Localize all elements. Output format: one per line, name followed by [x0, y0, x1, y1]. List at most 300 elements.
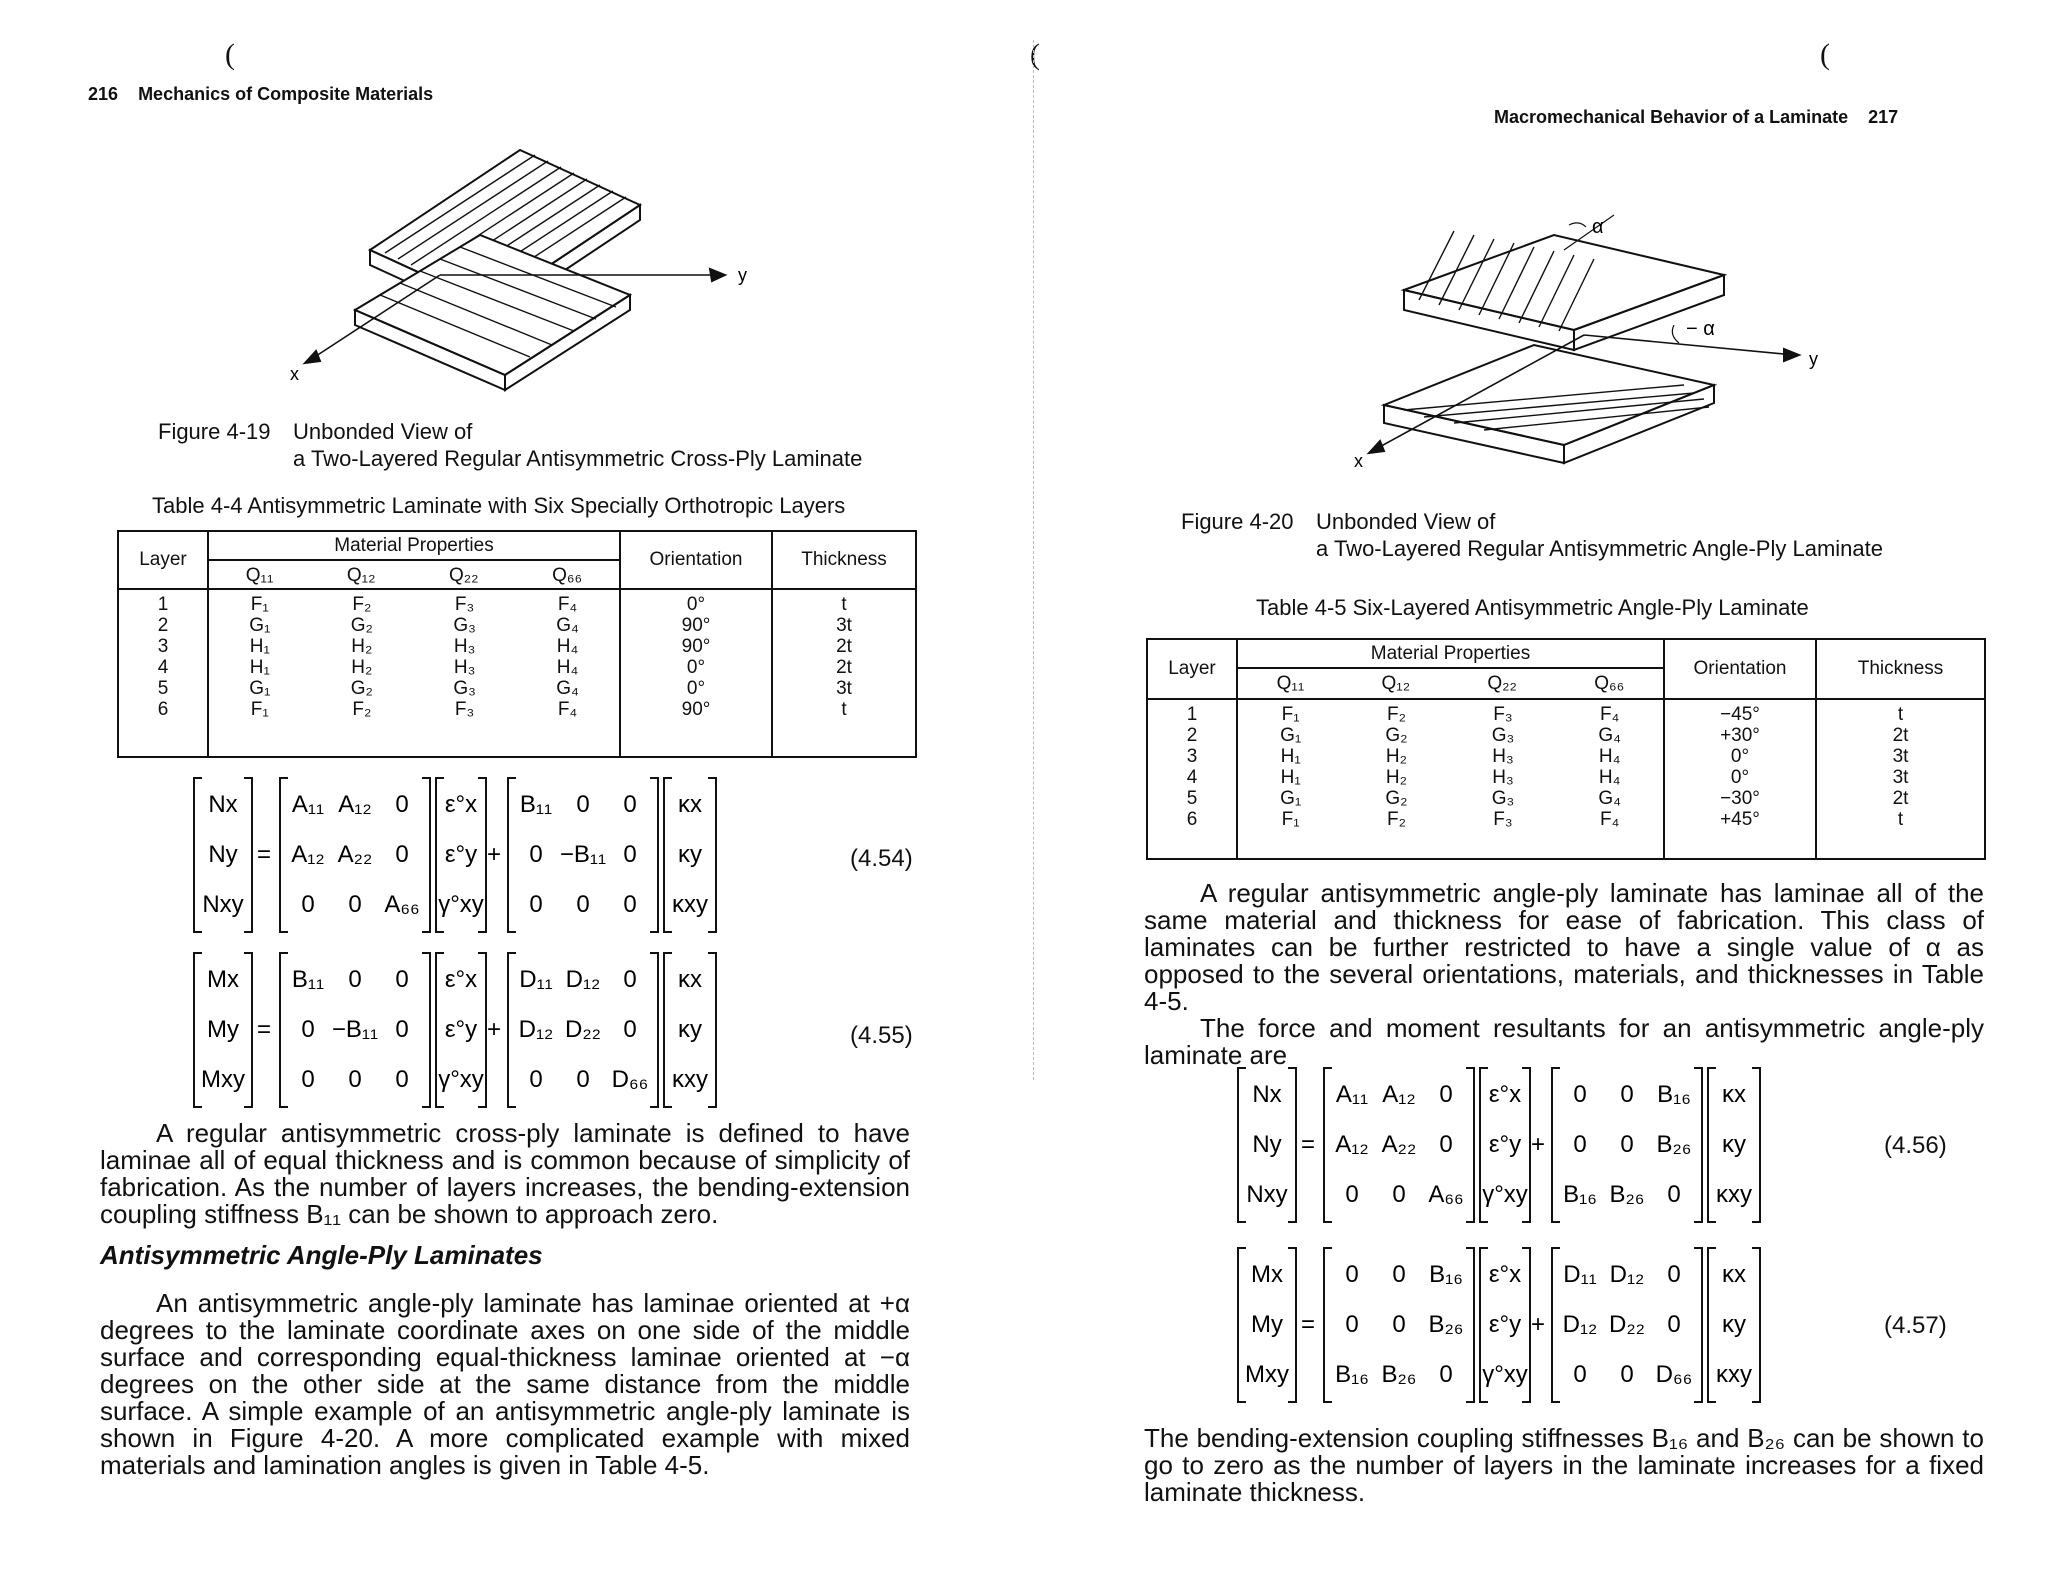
- section-heading: Antisymmetric Angle-Ply Laminates: [100, 1240, 543, 1270]
- matrix-bracket: [1466, 1248, 1474, 1402]
- margin-mark: (: [1030, 38, 1040, 71]
- caption-line: Unbonded View of: [293, 419, 473, 444]
- matrix-bracket: [664, 953, 672, 1107]
- table-cell: F₂: [1386, 704, 1406, 725]
- matrix-bracket: [650, 953, 658, 1107]
- vector-entry: Ny: [208, 841, 238, 868]
- subheader-q11: Q₁₁: [245, 565, 274, 586]
- matrix-bracket: [422, 778, 430, 932]
- vector-entry: Mxy: [1245, 1361, 1289, 1388]
- table-cell: 2t: [1892, 725, 1909, 746]
- matrix-bracket: [1288, 1068, 1296, 1222]
- table-cell: 2t: [1892, 788, 1909, 809]
- matrix-bracket: [1466, 1068, 1474, 1222]
- matrix-entry: 0: [348, 891, 362, 918]
- matrix-entry: 0: [395, 841, 409, 868]
- matrix-entry: 0: [576, 791, 590, 818]
- table-cell: F₁: [1281, 809, 1300, 830]
- matrix-entry: A₂₂: [337, 841, 373, 868]
- table-cell: −45°: [1720, 704, 1760, 725]
- table-header-orientation: Orientation: [620, 531, 772, 589]
- table-cell: 5: [157, 678, 169, 699]
- vector-entry: κxy: [672, 1066, 708, 1093]
- vector-entry: κxy: [1716, 1181, 1752, 1208]
- equals-sign: =: [1300, 1131, 1316, 1158]
- material-columns: [208, 589, 620, 757]
- table-cell: G₃: [453, 615, 476, 636]
- matrix-bracket: [650, 778, 658, 932]
- matrix-bracket: [1752, 1248, 1760, 1402]
- matrix-entry: B₁₆: [1563, 1181, 1597, 1208]
- table-cell: t: [841, 594, 847, 615]
- table-cell: 2t: [836, 657, 852, 678]
- matrix-entry: 0: [301, 1016, 315, 1043]
- table-title: Table 4-5 Six-Layered Antisymmetric Angle-Ply Laminate: [1256, 595, 1809, 620]
- caption-line: Unbonded View of: [1316, 509, 1496, 534]
- matrix-entry: 0: [1345, 1181, 1359, 1208]
- matrix-entry: B₁₆: [1657, 1081, 1691, 1108]
- table-cell: G₂: [1385, 725, 1408, 746]
- table-cell: H₄: [556, 657, 579, 678]
- table-cell: 3t: [836, 615, 852, 636]
- angle-label: − α: [1686, 318, 1715, 340]
- vector-entry: ε°x: [1488, 1261, 1522, 1288]
- matrix-bracket: [1708, 1068, 1716, 1222]
- table-cell: G₄: [1598, 788, 1621, 809]
- matrix-bracket: [1552, 1248, 1560, 1402]
- equals-sign: =: [256, 1016, 272, 1043]
- running-head-title: Mechanics of Composite Materials: [138, 84, 434, 104]
- table-cell: F₁: [250, 594, 269, 615]
- vector-entry: γ°xy: [438, 891, 484, 918]
- table-cell: H₁: [249, 657, 270, 678]
- matrix-entry: −B₁₁: [331, 1016, 379, 1043]
- vector-entry: ε°y: [1488, 1311, 1522, 1338]
- matrix-bracket: [280, 953, 288, 1107]
- running-head-title: Macromechanical Behavior of a Laminate: [1494, 107, 1849, 127]
- table-cell: 3t: [1892, 746, 1909, 767]
- vector-entry: ε°y: [444, 1016, 478, 1043]
- vector-entry: ε°x: [444, 966, 478, 993]
- vector-entry: γ°xy: [1482, 1361, 1528, 1388]
- table-cell: 1: [157, 594, 169, 615]
- vector-entry: My: [207, 1016, 239, 1043]
- paragraph: [100, 1120, 910, 1228]
- matrix-entry: 0: [1392, 1181, 1406, 1208]
- margin-mark: (: [225, 38, 235, 71]
- matrix-entry: A₁₂: [338, 791, 372, 818]
- vector-entry: Mx: [207, 966, 239, 993]
- table-cell: 6: [1186, 809, 1198, 830]
- matrix-bracket: [194, 778, 202, 932]
- paragraph-text: The bending-extension coupling stiffnesses B₁₆ and B₂₆ can be shown to go to zero as the number of layers in the laminate increases for a fixed laminate thickness.: [1144, 1423, 1984, 1507]
- subheader-q66: Q₆₆: [1594, 673, 1625, 694]
- equation-4-54: [190, 770, 790, 940]
- equals-sign: =: [256, 841, 272, 868]
- table-header-material: [208, 531, 620, 589]
- table-cell: G₂: [350, 678, 373, 699]
- matrix-entry: 0: [1392, 1261, 1406, 1288]
- matrix-entry: B₁₁: [291, 966, 325, 993]
- table-cell: 1: [1186, 704, 1198, 725]
- table-cell: 0°: [1730, 746, 1750, 767]
- table-header-layer: Layer: [118, 531, 208, 589]
- matrix-entry: A₆₆: [1428, 1181, 1464, 1208]
- matrix-entry: 0: [1667, 1311, 1681, 1338]
- matrix-entry: 0: [395, 1016, 409, 1043]
- table-cell: G₄: [1598, 725, 1621, 746]
- table-4-4: [117, 530, 917, 758]
- page-number: 216: [88, 84, 119, 104]
- table-cell: F₄: [1599, 809, 1620, 830]
- matrix-entry: D₆₆: [1655, 1361, 1693, 1388]
- table-cell: −30°: [1720, 788, 1760, 809]
- equation-4-56: [1234, 1060, 1854, 1230]
- orientation-column: [620, 589, 772, 757]
- page-number: 217: [1868, 107, 1899, 127]
- plus-sign: +: [486, 1016, 502, 1043]
- table-cell: 2: [1186, 725, 1198, 746]
- matrix-bracket: [1288, 1248, 1296, 1402]
- table-cell: +30°: [1720, 725, 1760, 746]
- table-cell: H₂: [351, 657, 373, 678]
- matrix-entry: 0: [1620, 1361, 1634, 1388]
- table-cell: H₁: [1280, 767, 1301, 788]
- table-cell: F₄: [557, 594, 578, 615]
- matrix-entry: A₁₁: [291, 791, 325, 818]
- matrix-entry: D₁₂: [1562, 1311, 1598, 1338]
- table-cell: F₁: [250, 699, 269, 720]
- orientation-column: [1664, 699, 1816, 859]
- table-cell: G₁: [249, 678, 271, 699]
- matrix-entry: A₁₁: [1335, 1081, 1369, 1108]
- table-cell: 0°: [686, 594, 706, 615]
- table-header-thickness: Thickness: [1816, 639, 1985, 699]
- matrix-entry: −B₁₁: [559, 841, 607, 868]
- table-cell: H₃: [453, 657, 476, 678]
- matrix-entry: D₁₂: [518, 1016, 554, 1043]
- table-cell: F₃: [454, 594, 475, 615]
- table-cell: G₁: [249, 615, 271, 636]
- table-header-material: [1237, 639, 1664, 699]
- matrix-bracket: [508, 778, 516, 932]
- matrix-entry: 0: [623, 1016, 637, 1043]
- vector-entry: γ°xy: [438, 1066, 484, 1093]
- matrix-entry: D₂₂: [1609, 1311, 1645, 1338]
- vector-entry: κxy: [1716, 1361, 1752, 1388]
- table-cell: G₄: [556, 615, 579, 636]
- vector-entry: κxy: [672, 891, 708, 918]
- vector-entry: ε°y: [1488, 1131, 1522, 1158]
- equation-number: (4.56): [1884, 1132, 1947, 1159]
- table-cell: F₃: [1493, 809, 1513, 830]
- matrix-entry: B₂₆: [1656, 1131, 1692, 1158]
- matrix-entry: B₁₆: [1335, 1361, 1369, 1388]
- matrix-entry: 0: [576, 1066, 590, 1093]
- equation-4-57: [1234, 1240, 1854, 1410]
- equation-4-55: [190, 945, 790, 1115]
- figure-label: Figure 4-19: [158, 419, 271, 444]
- table-cell: 6: [157, 699, 169, 720]
- table-cell: H₄: [1598, 767, 1621, 788]
- matrix-entry: B₂₆: [1609, 1181, 1645, 1208]
- matrix-entry: 0: [1439, 1131, 1453, 1158]
- matrix-entry: D₆₆: [611, 1066, 649, 1093]
- matrix-entry: 0: [395, 1066, 409, 1093]
- table-cell: 4: [157, 657, 169, 678]
- vector-entry: γ°xy: [1482, 1181, 1528, 1208]
- matrix-entry: 0: [1573, 1081, 1587, 1108]
- matrix-bracket: [1552, 1068, 1560, 1222]
- axis-y-label: y: [1809, 349, 1818, 369]
- matrix-bracket: [708, 778, 716, 932]
- paragraph: [1144, 1425, 1984, 1506]
- matrix-bracket: [244, 778, 252, 932]
- matrix-entry: 0: [395, 791, 409, 818]
- matrix-entry: 0: [1345, 1261, 1359, 1288]
- paragraph-text: The force and moment resultants for an antisymmetric angle-ply laminate are: [1144, 1013, 1984, 1070]
- vector-entry: Nx: [1252, 1081, 1282, 1108]
- table-cell: G₃: [453, 678, 476, 699]
- matrix-entry: 0: [1345, 1311, 1359, 1338]
- layer-column: [118, 589, 208, 757]
- matrix-entry: 0: [529, 891, 543, 918]
- running-head: [88, 84, 433, 105]
- table-cell: 0°: [686, 657, 706, 678]
- paragraph-text: A regular antisymmetric cross-ply laminate is defined to have laminae all of equal thickness and is common because of simplicity of fabrication. As the number of layers increases, the bending-extension coupling stiffness B₁₁ can be shown to approach zero.: [100, 1118, 910, 1229]
- table-cell: F₂: [1386, 809, 1406, 830]
- table-cell: F₂: [352, 594, 372, 615]
- table-cell: H₁: [249, 636, 270, 657]
- matrix-entry: 0: [576, 891, 590, 918]
- vector-entry: Nxy: [1246, 1181, 1288, 1208]
- matrix-entry: 0: [529, 841, 543, 868]
- figure-caption: [158, 418, 862, 472]
- matrix-entry: 0: [1439, 1081, 1453, 1108]
- thickness-column: [772, 589, 916, 757]
- table-cell: 0°: [1730, 767, 1750, 788]
- matrix-bracket: [1752, 1068, 1760, 1222]
- figure-caption: [1181, 508, 1883, 562]
- table-cell: H₂: [351, 636, 373, 657]
- matrix-entry: A₁₂: [291, 841, 325, 868]
- vector-entry: κy: [1722, 1311, 1746, 1338]
- vector-entry: ε°x: [444, 791, 478, 818]
- running-head: [1494, 107, 1898, 128]
- matrix-entry: 0: [395, 966, 409, 993]
- vector-entry: Mxy: [201, 1066, 245, 1093]
- layer-column: [1147, 699, 1237, 859]
- equation-number: (4.55): [850, 1022, 913, 1049]
- table-cell: +45°: [1720, 809, 1760, 830]
- table-header-layer: Layer: [1147, 639, 1237, 699]
- table-cell: H₄: [556, 636, 579, 657]
- matrix-entry: B₁₆: [1429, 1261, 1463, 1288]
- vector-entry: Mx: [1251, 1261, 1283, 1288]
- matrix-entry: 0: [1620, 1131, 1634, 1158]
- subheader-q22: Q₂₂: [1487, 673, 1517, 694]
- table-cell: 3t: [836, 678, 852, 699]
- vector-entry: Nx: [208, 791, 238, 818]
- table-cell: F₃: [454, 699, 475, 720]
- right-page: [1024, 0, 2048, 1582]
- table-cell: G₄: [556, 678, 579, 699]
- table-cell: 0°: [686, 678, 706, 699]
- matrix-bracket: [244, 953, 252, 1107]
- table-header-orientation: Orientation: [1664, 639, 1816, 699]
- matrix-bracket: [664, 778, 672, 932]
- table-header-thickness: Thickness: [772, 531, 916, 589]
- matrix-bracket: [508, 953, 516, 1107]
- matrix-entry: 0: [623, 841, 637, 868]
- equation-number: (4.54): [850, 845, 913, 872]
- subheader-q22: Q₂₂: [449, 565, 479, 586]
- margin-mark: (: [1820, 38, 1830, 71]
- matrix-entry: 0: [1667, 1261, 1681, 1288]
- table-cell: F₄: [557, 699, 578, 720]
- vector-entry: κx: [678, 791, 702, 818]
- subheader-q11: Q₁₁: [1276, 673, 1305, 694]
- table-cell: 3: [157, 636, 169, 657]
- matrix-entry: A₁₂: [1335, 1131, 1369, 1158]
- subheader-q12: Q₁₂: [1381, 673, 1411, 694]
- matrix-entry: D₁₁: [1563, 1261, 1597, 1288]
- matrix-entry: 0: [301, 891, 315, 918]
- table-cell: G₁: [1280, 788, 1302, 809]
- vector-entry: κy: [1722, 1131, 1746, 1158]
- material-columns: [1237, 699, 1664, 859]
- matrix-bracket: [1708, 1248, 1716, 1402]
- matrix-bracket: [1694, 1248, 1702, 1402]
- matrix-entry: 0: [301, 1066, 315, 1093]
- vector-entry: ε°y: [444, 841, 478, 868]
- table-cell: 2t: [836, 636, 852, 657]
- matrix-bracket: [708, 953, 716, 1107]
- matrix-entry: B₁₁: [519, 791, 553, 818]
- matrix-entry: 0: [529, 1066, 543, 1093]
- table-cell: G₃: [1491, 725, 1515, 746]
- table-4-5: [1146, 638, 1986, 860]
- vector-entry: κy: [678, 841, 702, 868]
- paragraph: [100, 1290, 910, 1479]
- figure-label: Figure 4-20: [1181, 509, 1294, 534]
- table-cell: t: [1897, 809, 1904, 830]
- material-label: Material Properties: [334, 535, 494, 556]
- matrix-entry: 0: [1573, 1131, 1587, 1158]
- vector-entry: ε°x: [1488, 1081, 1522, 1108]
- vector-entry: κx: [1722, 1261, 1746, 1288]
- matrix-entry: 0: [1667, 1181, 1681, 1208]
- matrix-entry: B₂₆: [1381, 1361, 1417, 1388]
- table-cell: F₃: [1493, 704, 1513, 725]
- table-title: Table 4-4 Antisymmetric Laminate with Six Specially Orthotropic Layers: [152, 493, 846, 518]
- matrix-entry: A₆₆: [384, 891, 420, 918]
- table-cell: G₂: [1385, 788, 1408, 809]
- table-cell: H₃: [453, 636, 476, 657]
- table-cell: 4: [1186, 767, 1198, 788]
- table-cell: 3t: [1892, 767, 1909, 788]
- table-cell: 5: [1186, 788, 1198, 809]
- table-cell: 90°: [681, 615, 711, 636]
- thickness-column: [1816, 699, 1985, 859]
- table-cell: H₂: [1385, 767, 1408, 788]
- table-cell: t: [1897, 704, 1904, 725]
- axis-x-label: x: [290, 364, 299, 384]
- table-cell: H₂: [1385, 746, 1408, 767]
- vector-entry: My: [1251, 1311, 1283, 1338]
- table-cell: t: [841, 699, 847, 720]
- vector-entry: κx: [678, 966, 702, 993]
- matrix-entry: 0: [1573, 1361, 1587, 1388]
- subheader-q12: Q₁₂: [346, 565, 376, 586]
- matrix-bracket: [1324, 1248, 1332, 1402]
- matrix-entry: 0: [623, 891, 637, 918]
- vector-entry: Nxy: [202, 891, 244, 918]
- matrix-entry: B₂₆: [1428, 1311, 1464, 1338]
- plus-sign: +: [1530, 1311, 1546, 1338]
- table-cell: G₂: [350, 615, 373, 636]
- figure-4-20: [1324, 195, 1824, 475]
- table-cell: F₂: [352, 699, 372, 720]
- matrix-entry: 0: [623, 791, 637, 818]
- matrix-bracket: [1324, 1068, 1332, 1222]
- table-cell: F₄: [1599, 704, 1620, 725]
- subheader-q66: Q₆₆: [552, 565, 583, 586]
- table-cell: H₄: [1598, 746, 1621, 767]
- matrix-entry: 0: [348, 966, 362, 993]
- matrix-entry: D₁₂: [565, 966, 601, 993]
- table-cell: H₃: [1492, 746, 1514, 767]
- table-cell: 90°: [681, 699, 711, 720]
- material-label: Material Properties: [1370, 643, 1531, 664]
- axis-y-label: y: [738, 265, 747, 285]
- table-cell: 2: [157, 615, 169, 636]
- equals-sign: =: [1300, 1311, 1316, 1338]
- matrix-entry: A₂₂: [1381, 1131, 1417, 1158]
- table-cell: G₁: [1280, 725, 1302, 746]
- matrix-entry: 0: [348, 1066, 362, 1093]
- matrix-entry: D₂₂: [565, 1016, 601, 1043]
- matrix-bracket: [1694, 1068, 1702, 1222]
- plus-sign: +: [486, 841, 502, 868]
- vector-entry: κx: [1722, 1081, 1746, 1108]
- caption-line: a Two-Layered Regular Antisymmetric Angle-Ply Laminate: [1316, 536, 1883, 561]
- figure-4-19: [280, 135, 760, 395]
- table-cell: 90°: [681, 636, 711, 657]
- matrix-entry: D₁₂: [1609, 1261, 1645, 1288]
- matrix-entry: 0: [1439, 1361, 1453, 1388]
- table-cell: F₁: [1281, 704, 1300, 725]
- matrix-entry: 0: [1392, 1311, 1406, 1338]
- table-cell: H₁: [1280, 746, 1301, 767]
- table-cell: G₃: [1491, 788, 1515, 809]
- matrix-bracket: [280, 778, 288, 932]
- matrix-bracket: [422, 953, 430, 1107]
- matrix-entry: D₁₁: [519, 966, 553, 993]
- matrix-bracket: [1238, 1068, 1246, 1222]
- paragraph-text: An antisymmetric angle-ply laminate has laminae oriented at +α degrees to the laminate coordinate axes on one side of the middle surface and corresponding equal-thickness laminae oriented at −α degrees on the other side at the same distance from the middle surface. A simple example of an antisymmetric angle-ply laminate is shown in Figure 4-20. A more complicated example with mixed materials and lamination angles is given in Table 4-5.: [100, 1288, 910, 1480]
- matrix-entry: 0: [623, 966, 637, 993]
- angle-label: α: [1592, 216, 1604, 238]
- vector-entry: Ny: [1252, 1131, 1282, 1158]
- paragraph: [1144, 880, 1984, 1069]
- table-cell: H₃: [1492, 767, 1514, 788]
- table-cell: 3: [1186, 746, 1198, 767]
- plus-sign: +: [1530, 1131, 1546, 1158]
- equation-number: (4.57): [1884, 1312, 1947, 1339]
- caption-line: a Two-Layered Regular Antisymmetric Cross-Ply Laminate: [293, 446, 863, 471]
- matrix-entry: A₁₂: [1382, 1081, 1416, 1108]
